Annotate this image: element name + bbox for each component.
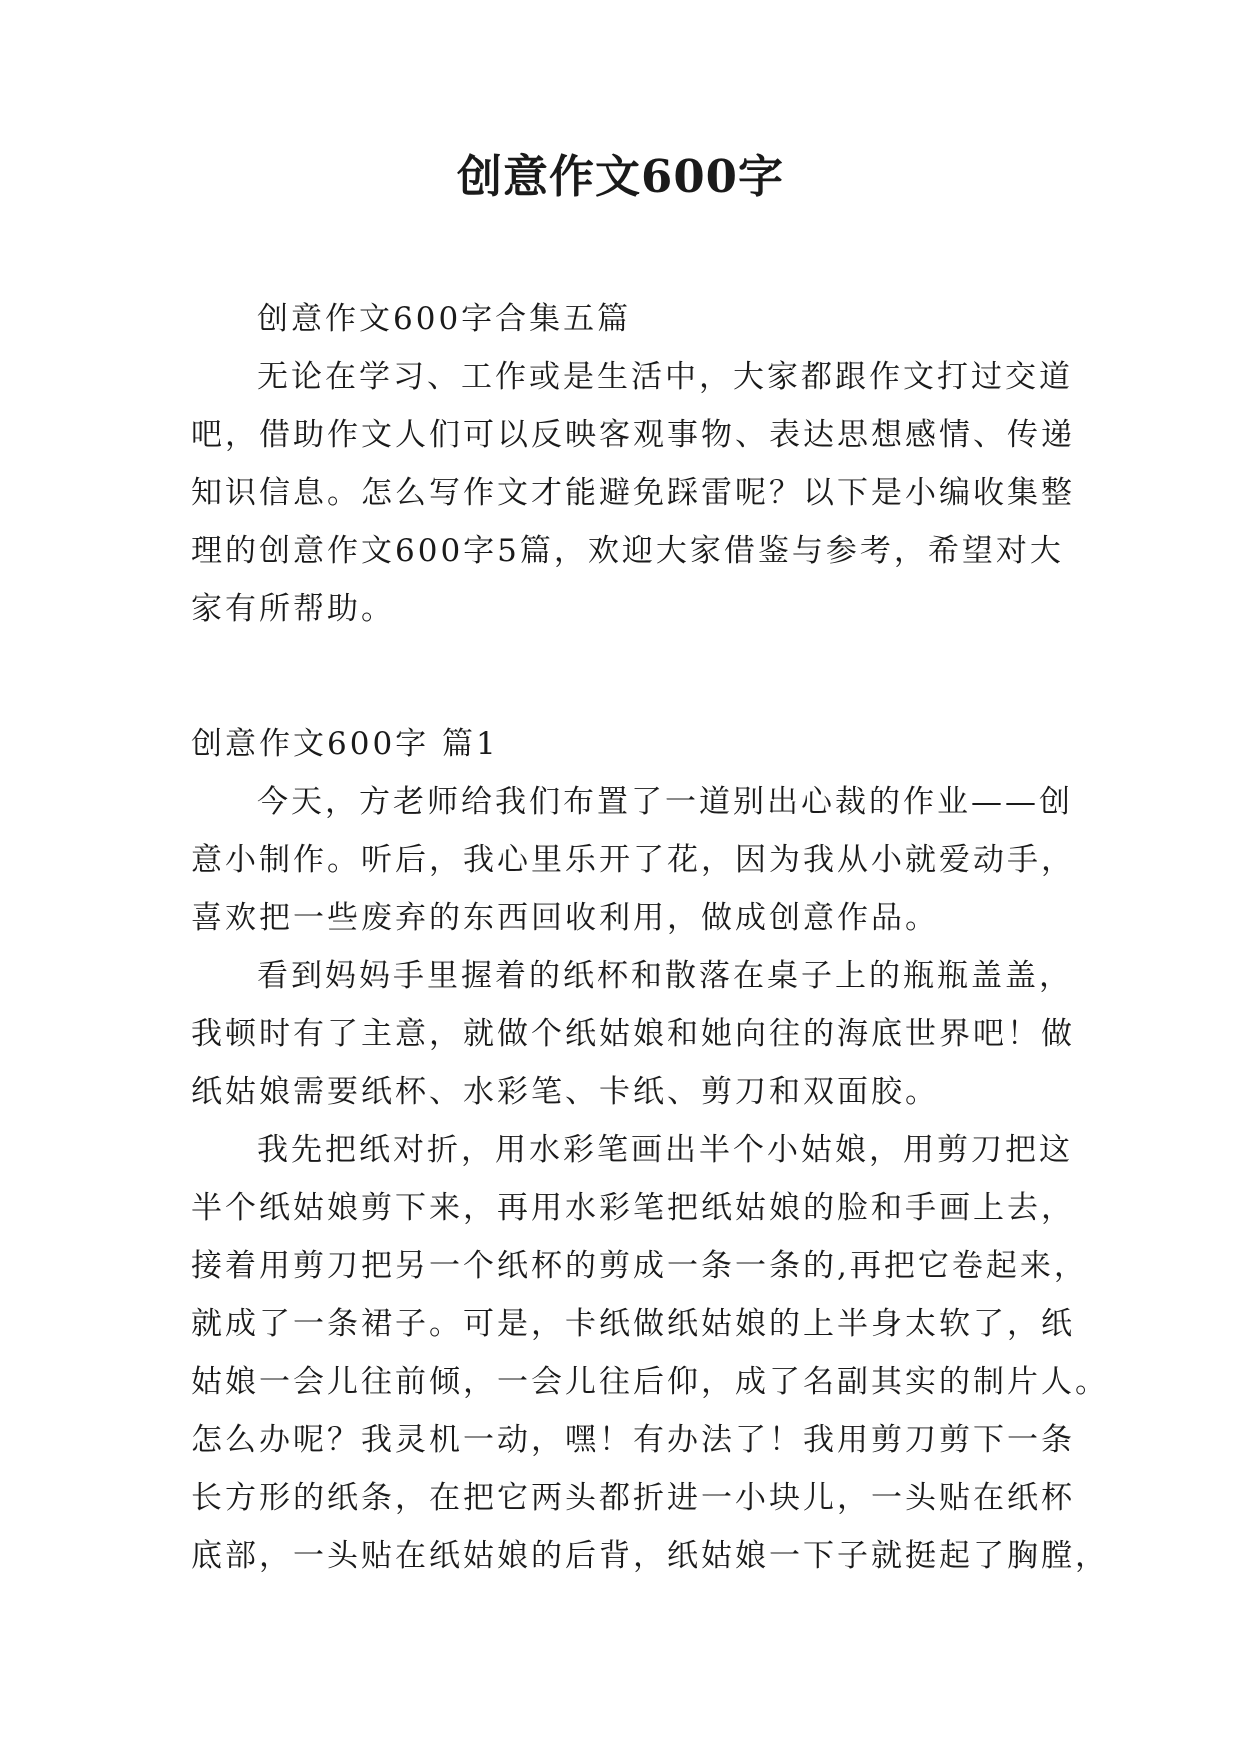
text-line: 无论在学习、工作或是生活中，大家都跟作文打过交道 — [257, 359, 1073, 395]
text-line: 我先把纸对折，用水彩笔画出半个小姑娘，用剪刀把这 — [257, 1132, 1073, 1168]
paragraph — [191, 348, 1075, 638]
text-line: 半个纸姑娘剪下来，再用水彩笔把纸姑娘的脸和手画上去， — [191, 1190, 1075, 1226]
paragraph — [191, 947, 1075, 1121]
text-line: 家有所帮助。 — [191, 591, 395, 627]
paragraph — [191, 773, 1075, 947]
text-line: 底部，一头贴在纸姑娘的后背，纸姑娘一下子就挺起了胸膛， — [191, 1538, 1109, 1574]
text-line: 看到妈妈手里握着的纸杯和散落在桌子上的瓶瓶盖盖， — [257, 958, 1073, 994]
text-line: 意小制作。听后，我心里乐开了花，因为我从小就爱动手， — [191, 842, 1075, 878]
text-line: 今天，方老师给我们布置了一道别出心裁的作业——创 — [257, 784, 1073, 820]
text-line: 纸姑娘需要纸杯、水彩笔、卡纸、剪刀和双面胶。 — [191, 1074, 939, 1110]
paragraph — [191, 715, 1051, 773]
text-line: 吧，借助作文人们可以反映客观事物、表达思想感情、传递 — [191, 417, 1075, 453]
section-gap — [191, 638, 1051, 715]
text-line: 创意作文600字合集五篇 — [257, 301, 632, 337]
document-body — [191, 290, 1109, 1585]
text-line: 我顿时有了主意，就做个纸姑娘和她向往的海底世界吧！做 — [191, 1016, 1075, 1052]
text-line: 知识信息。怎么写作文才能避免踩雷呢？以下是小编收集整 — [191, 475, 1075, 511]
text-line: 就成了一条裙子。可是，卡纸做纸姑娘的上半身太软了，纸 — [191, 1306, 1075, 1342]
text-line: 长方形的纸条，在把它两头都折进一小块儿，一头贴在纸杯 — [191, 1480, 1075, 1516]
document-title: 创意作文600字 — [457, 150, 784, 203]
text-line: 理的创意作文600字5篇，欢迎大家借鉴与参考，希望对大 — [191, 533, 1064, 569]
text-line: 怎么办呢？我灵机一动，嘿！有办法了！我用剪刀剪下一条 — [191, 1422, 1075, 1458]
text-line: 接着用剪刀把另一个纸杯的剪成一条一条的,再把它卷起来， — [191, 1248, 1088, 1284]
paragraph — [191, 1121, 1109, 1585]
text-line: 创意作文600字 篇1 — [191, 726, 499, 762]
text-line: 姑娘一会儿往前倾，一会儿往后仰，成了名副其实的制片人。 — [191, 1364, 1109, 1400]
text-line: 喜欢把一些废弃的东西回收利用，做成创意作品。 — [191, 900, 939, 936]
paragraph — [191, 290, 1051, 348]
